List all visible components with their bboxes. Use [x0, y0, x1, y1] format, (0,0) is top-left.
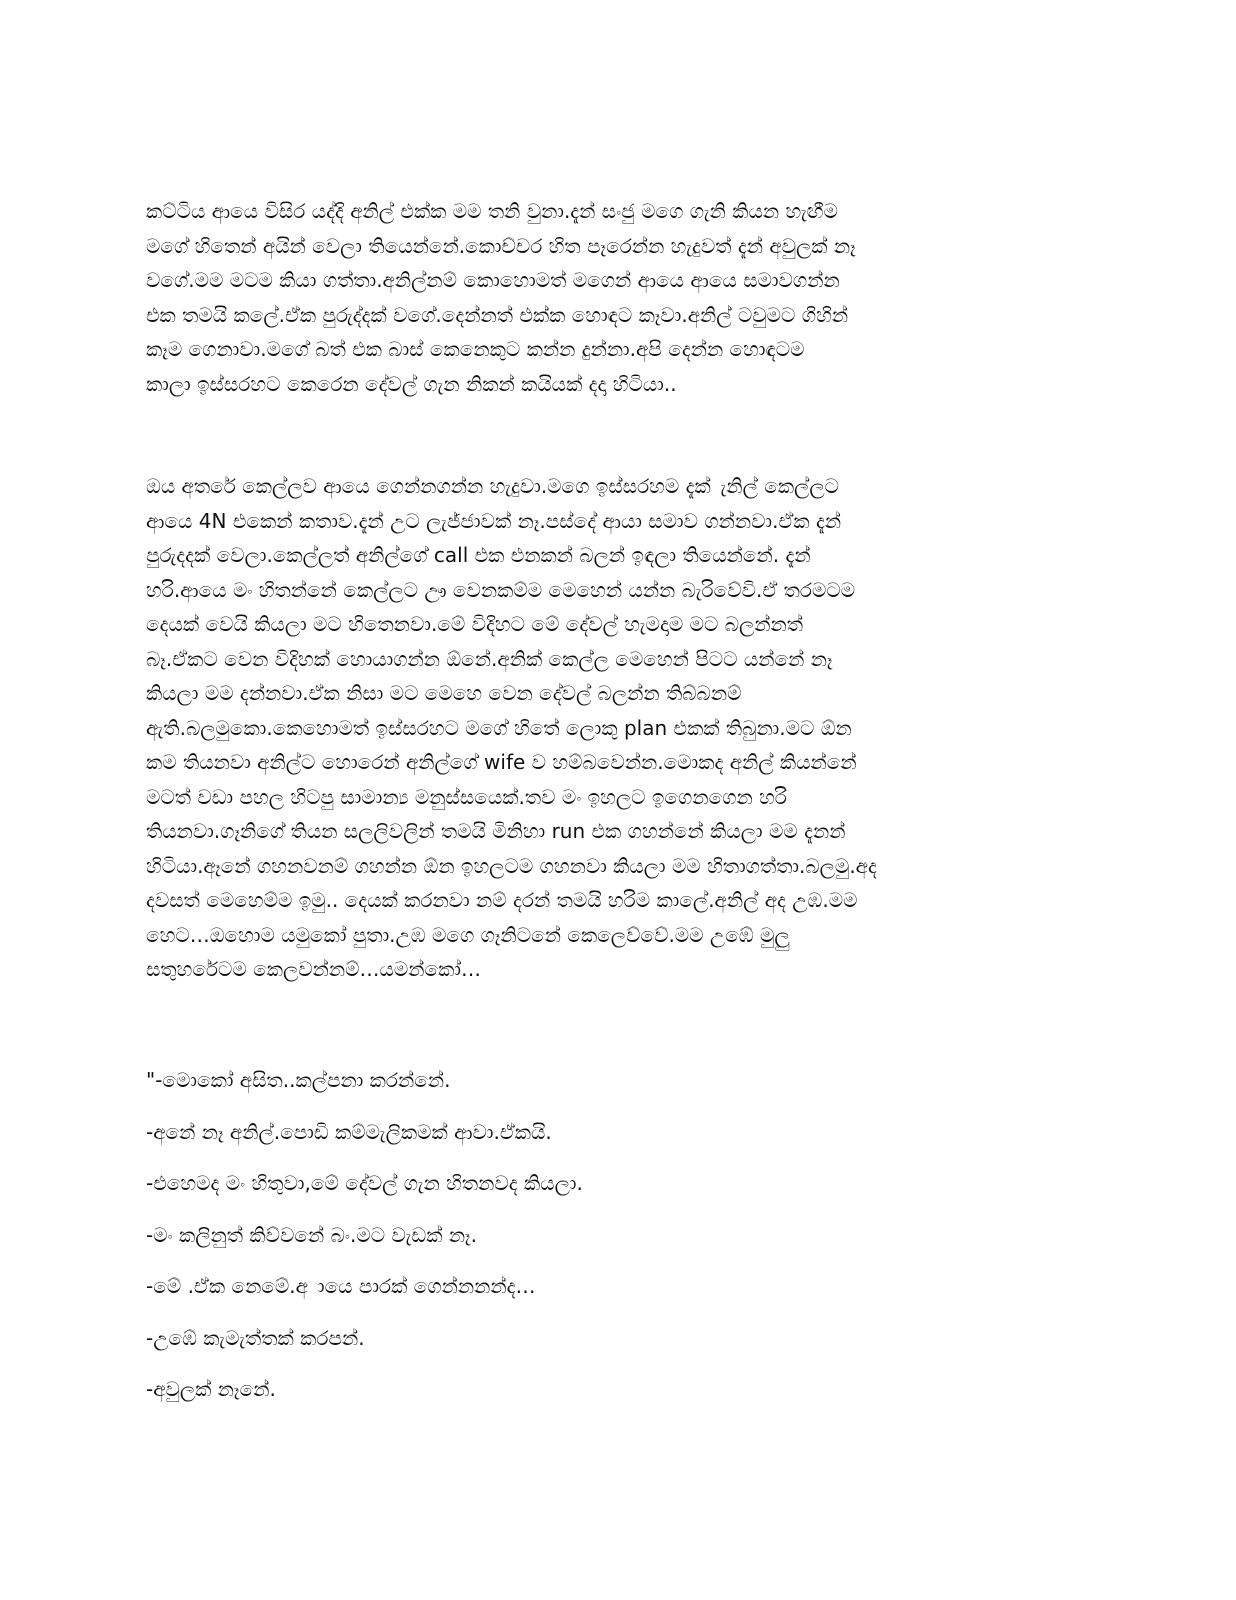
- paragraph-line: කම තියනවා අනිල්ට හොරෙන් අනිල්ගේ wife ව හම්බවෙන්න.මොකද අනිල් කියන්නේ: [146, 750, 857, 774]
- paragraph-line: වගේ.මම මටම කියා ගත්තා.අනිල්නම් කොහොමත් මගෙන් ආයෙ ආයෙ සමාවගන්න: [146, 268, 840, 292]
- paragraph-line: ආයෙ 4N එකෙන් කතාව.දැන් උට ලැජ්ජාවක් නෑ.පස්දේ ආයා සමාව ගන්නවා.ඒක දැන්: [146, 508, 842, 533]
- paragraph-line: මටත් වඩා පහල හිටපු සාමාන්‍ය මනුස්සයෙක්.තව මං ඉහලට ඉගෙනගෙන හරි: [146, 784, 787, 809]
- dialogue-line: -අවුලක් නෑනේ.: [146, 1377, 276, 1401]
- paragraph-line: දවසත් මෙහෙම්ම ඉමු.. දෙයක් කරනවා නම් දරන් තමයි හරිම කාලේ.අනිල් අද උඹ.මම: [146, 888, 858, 912]
- dialogue-line: -මං කලිනුත් කිව්වනේ බං.මට වැඩක් නෑ.: [146, 1222, 477, 1247]
- dialogue-block: [146, 1066, 1076, 1427]
- paragraph-line: කාලා ඉස්සරහට කෙරෙන දේවල් ගැන නිකන් කයියක් දදා හිටියා..: [146, 371, 677, 396]
- paragraph-line: තියනවා.ගෑනිගේ තියන සලලිවලින් තමයි මිනිහා run එක ගහන්නේ කියලා මම දැනන්: [146, 819, 846, 843]
- paragraph-line: ඔය අතරේ කෙල්ලව ආයෙ ගෙන්නගන්න හැදුවා.මගෙ ඉස්සරහම දැක් ැනිල් කෙල්ලට: [146, 474, 839, 498]
- paragraph-line: එක තමයි කලේ.ඒක පුරුද්දක් වගේ.දෙන්නත් එක්ක හොඳට කෑවා.අනිල් ටවුමට ගිහින්: [146, 302, 849, 327]
- paragraph-line: බෑ.ඒකට වෙන විදිහක් හොයාගන්න ඕනේ.අනික් කෙල්ල මෙහෙන් පිටට යන්නේ නෑ: [146, 646, 833, 671]
- dialogue-line: -අනේ නෑ අනිල්.පොඩි කම්මැලිකමක් ආවා.ඒකයි.: [146, 1119, 552, 1144]
- paragraph-line: දෙයක් වෙයි කියලා මට හිතෙනවා.මේ විදිහට මේ දේවල් හැමදාම මට බලන්නත්: [146, 612, 803, 636]
- paragraph-line: හිටියා.ඈනේ ගහනවනම් ගහන්න ඕන ඉහලටම ගහනවා කියලා මම හිතාගත්තා.බලමු.අද: [146, 853, 877, 878]
- paragraph-line: සතුහරේටම කෙලවන්නම්…යමන්කෝ…: [146, 957, 481, 981]
- paragraph-1: [146, 197, 1076, 404]
- dialogue-line: "-මොකෝ අසිත..කල්පනා කරන්නේ.: [146, 1068, 451, 1092]
- paragraph-2: [146, 472, 1076, 990]
- paragraph-line: කියලා මම දන්නවා.ඒක නිසා මට මෙහෙ වෙන දේවල් බලන්න තිබ්බනම්: [146, 681, 742, 705]
- paragraph-line: හෙට…ඔහොම යමුකෝ පුතා.උඹ මගෙ ගෑනිටනේ කෙලෙව්වේ.මම උඹේ මුලු: [146, 922, 790, 947]
- dialogue-line: -එහෙමද මං හිතුවා,මේ දේවල් ගැන හිතනවද කියලා.: [146, 1171, 583, 1195]
- paragraph-line: මගේ හිතෙන් අයින් වෙලා තියෙන්නේ.කොච්චර හිත පෑරෙන්න හැදුවත් දැන් අවුලක් නෑ: [146, 233, 856, 258]
- paragraph-line: කට්ටිය ආයෙ විසිර යද්දි අනිල් එක්ක මම තනි වුනා.දැන් සංජු මගෙ ගැනි කියන හැඟීම: [146, 199, 839, 223]
- paragraph-line: කෑම ගෙනාවා.මගේ බත් එක බාස් කෙනෙකුට කන්න දුන්නා.අපි දෙන්න හොඳටම: [146, 337, 805, 361]
- dialogue-line: -මේ .ඒක නෙමේ.අ ායෙ පාරක් ගෙන්නනන්ද…: [146, 1274, 536, 1298]
- paragraph-line: පුරුදදක් වෙලා.කෙල්ලත් අනිල්ගේ call එක එනකන් බලන් ඉඳලා තියෙන්නේ. දැන්: [146, 543, 811, 567]
- dialogue-line: -උඹේ කැමැත්තක් කරපන්.: [146, 1325, 365, 1350]
- paragraph-line: හරි.ආයෙ මං හිතන්නේ කෙල්ලට ඌ වෙනකම්ම මෙහෙන් යන්න බැරිවේවි.ඒ තරමටම: [146, 577, 856, 602]
- paragraph-line: ඇති.බලමුකො.කෙහොමත් ඉස්සරහට මගේ හිතේ ලොකු plan එකක් තිබුනා.මට ඕන: [146, 715, 852, 740]
